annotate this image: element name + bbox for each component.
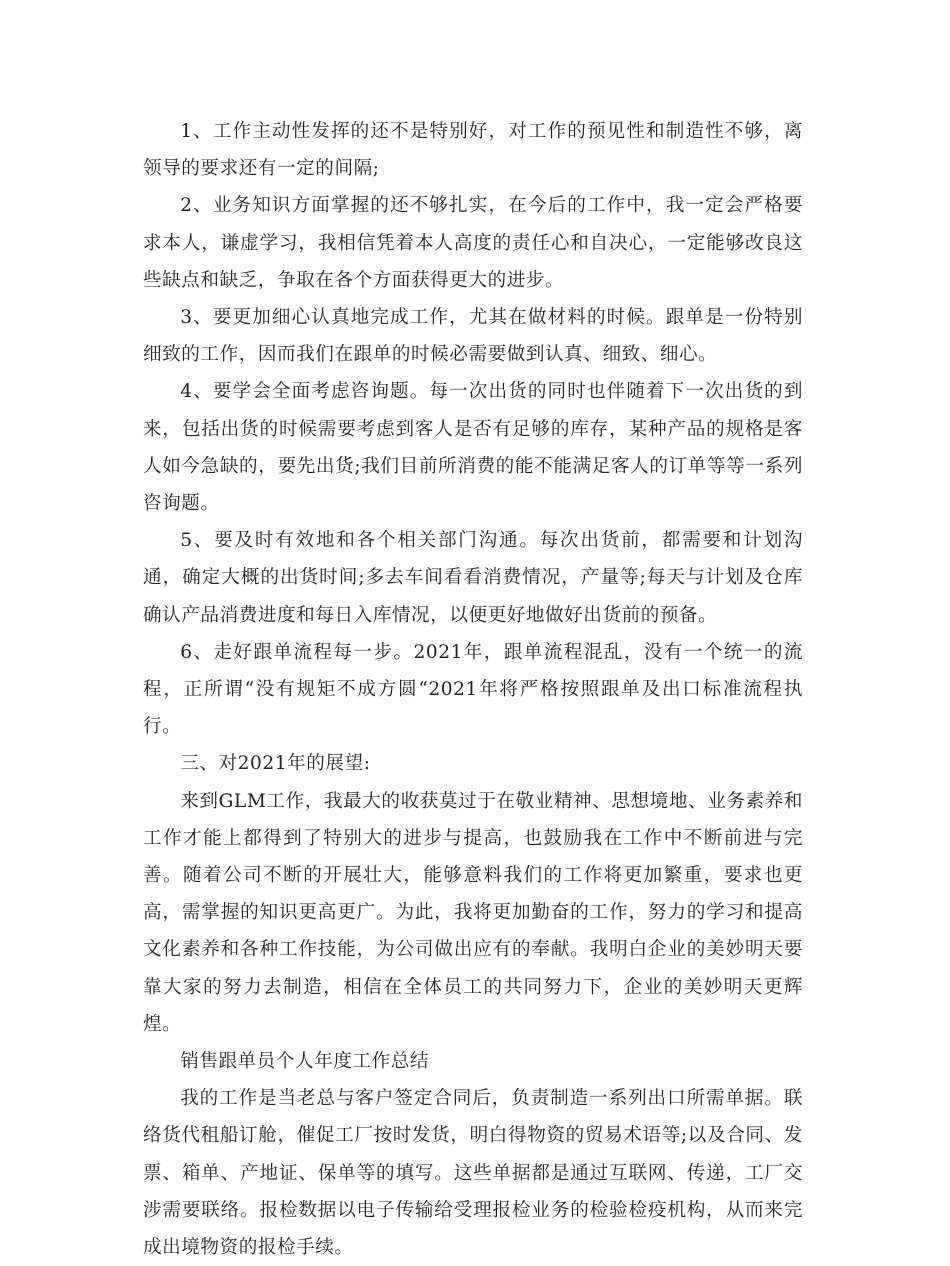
paragraph-issue-1: 1、工作主动性发挥的还不是特别好，对工作的预见性和制造性不够，离领导的要求还有一定的间隔; [143, 121, 803, 180]
document-body [143, 113, 803, 1266]
paragraph-job-description: 我的工作是当老总与客户签定合同后，负责制造一系列出口所需单据。联络货代租船订舱，催促工厂按时发货，明白得物资的贸易术语等;以及合同、发票、箱单、产地证、保单等的填写。这些单据都是通过互联网、传递，工厂交涉需要联络。报检数据以电子传输给受理报检业务的检验检疫机构，从而来完成出境物资的报检手续。 [143, 1088, 803, 1259]
section-heading-outlook: 三、对2021年的展望: [180, 753, 371, 775]
paragraph-issue-6: 6、走好跟单流程每一步。2021年，跟单流程混乱，没有一个统一的流程，正所谓“没有规矩不成方圆“2021年将严格按照跟单及出口标准流程执行。 [143, 641, 803, 738]
paragraph-issue-5: 5、要及时有效地和各个相关部门沟通。每次出货前，都需要和计划沟通，确定大概的出货时间;多去车间看看消费情况，产量等;每天与计划及仓库确认产品消费进度和每日入库情况，以便更好地做好出货前的预备。 [143, 530, 803, 626]
paragraph-issue-3: 3、要更加细心认真地完成工作，尤其在做材料的时候。跟单是一份特别细致的工作，因而我们在跟单的时候必需要做到认真、细致、细心。 [143, 307, 803, 366]
document-title-summary: 销售跟单员个人年度工作总结 [180, 1051, 430, 1073]
paragraph-issue-4: 4、要学会全面考虑咨询题。每一次出货的同时也伴随着下一次出货的到来，包括出货的时候需要考虑到客人是否有足够的库存，某种产品的规格是客人如今急缺的，要先出货;我们目前所消费的能不能满足客人的订单等等一系列咨询题。 [143, 381, 803, 515]
paragraph-issue-2: 2、业务知识方面掌握的还不够扎实，在今后的工作中，我一定会严格要求本人，谦虚学习，我相信凭着本人高度的责任心和自决心，一定能够改良这些缺点和缺乏，争取在各个方面获得更大的进步。 [143, 195, 803, 291]
paragraph-outlook: 来到GLM工作，我最大的收获莫过于在敬业精神、思想境地、业务素养和工作才能上都得到了特别大的进步与提高，也鼓励我在工作中不断前进与完善。随着公司不断的开展壮大，能够意料我们的工作将更加繁重，要求也更高，需掌握的知识更高更广。为此，我将更加勤奋的工作，努力的学习和提高文化素养和各种工作技能，为公司做出应有的奉献。我明白企业的美妙明天要靠大家的努力去制造，相信在全体员工的共同努力下，企业的美妙明天更辉煌。 [143, 790, 803, 1035]
